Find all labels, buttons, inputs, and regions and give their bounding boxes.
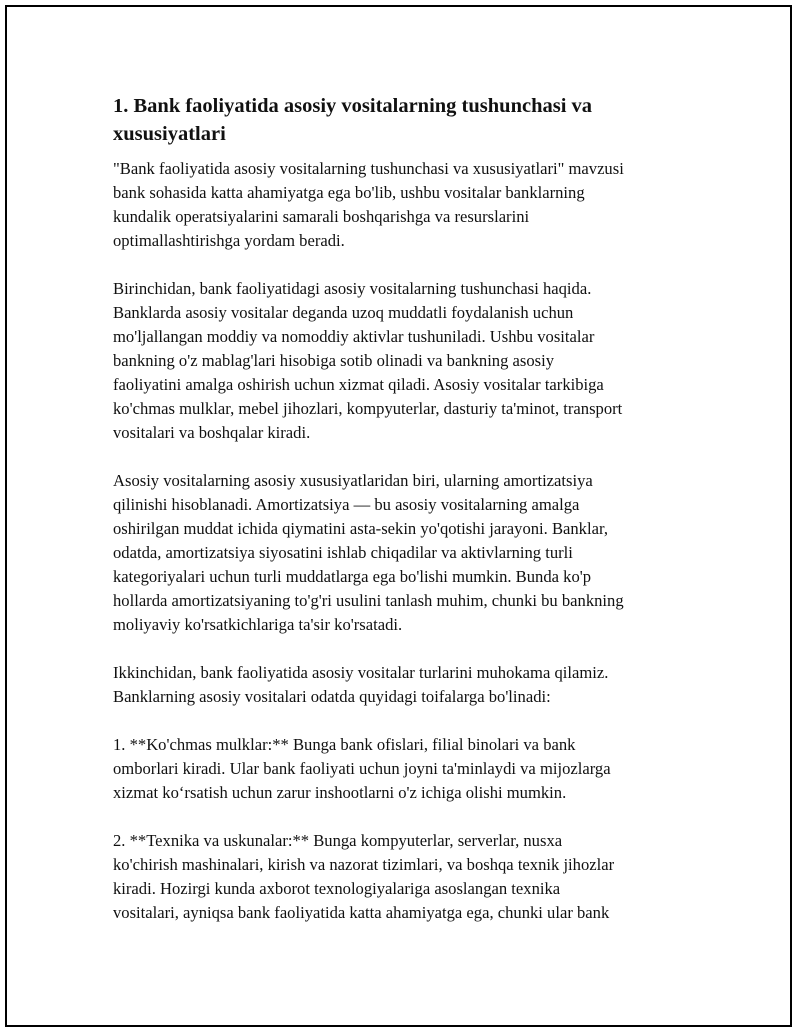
text-line: faoliyatini amalga oshirish uchun xizmat qiladi. Asosiy vositalar tarkibiga [113, 375, 604, 394]
text-line: vositalari va boshqalar kiradi. [113, 423, 311, 442]
text-line: ko'chmas mulklar, mebel jihozlari, kompyuterlar, dasturiy ta'minot, transport [113, 399, 623, 418]
text-line: optimallashtirishga yordam beradi. [113, 231, 345, 250]
text-line: Banklarning asosiy vositalari odatda quyidagi toifalarga bo'linadi: [113, 687, 551, 706]
text-line: Banklarda asosiy vositalar deganda uzoq muddatli foydalanish uchun [113, 303, 574, 322]
text-line: odatda, amortizatsiya siyosatini ishlab chiqadilar va aktivlarning turli [113, 543, 573, 562]
text-line: 1. **Ko'chmas mulklar:** Bunga bank ofislari, filial binolari va bank [113, 735, 576, 754]
text-line: Birinchidan, bank faoliyatidagi asosiy vositalarning tushunchasi haqida. [113, 279, 592, 298]
paragraph-concept [113, 277, 693, 445]
text-line: oshirilgan muddat ichida qiymatini asta-sekin yo'qotishi jarayoni. Banklar, [113, 519, 608, 538]
text-line: mo'ljallangan moddiy va nomoddiy aktivlar tushuniladi. Ushbu vositalar [113, 327, 595, 346]
heading-line: 1. Bank faoliyatida asosiy vositalarning tushunchasi va [113, 95, 593, 117]
text-line: "Bank faoliyatida asosiy vositalarning tushunchasi va xususiyatlari" mavzusi [113, 159, 624, 178]
text-line: 2. **Texnika va uskunalar:** Bunga kompyuterlar, serverlar, nusxa [113, 831, 563, 850]
paragraph-intro [113, 157, 693, 253]
text-line: omborlari kiradi. Ular bank faoliyati uchun joyni ta'minlaydi va mijozlarga [113, 759, 611, 778]
text-line: vositalari, ayniqsa bank faoliyatida katta ahamiyatga ega, chunki ular bank [113, 903, 610, 922]
text-line: moliyaviy ko'rsatkichlariga ta'sir ko'rsatadi. [113, 615, 403, 634]
text-line: xizmat ko‘rsatish uchun zarur inshootlarni o'z ichiga olishi mumkin. [113, 783, 567, 802]
text-line: bankning o'z mablag'lari hisobiga sotib olinadi va bankning asosiy [113, 351, 555, 370]
section-heading [113, 92, 693, 148]
document-body [113, 92, 693, 949]
list-item-real-estate [113, 733, 693, 805]
text-line: ko'chirish mashinalari, kirish va nazorat tizimlari, va boshqa texnik jihozlar [113, 855, 615, 874]
text-line: bank sohasida katta ahamiyatga ega bo'lib, ushbu vositalar banklarning [113, 183, 585, 202]
text-line: Ikkinchidan, bank faoliyatida asosiy vositalar turlarini muhokama qilamiz. [113, 663, 609, 682]
text-line: kategoriyalari uchun turli muddatlarga ega bo'lishi mumkin. Bunda ko'p [113, 567, 592, 586]
list-item-equipment [113, 829, 693, 925]
paragraph-amortization [113, 469, 693, 637]
text-line: kiradi. Hozirgi kunda axborot texnologiyalariga asoslangan texnika [113, 879, 561, 898]
heading-line: xususiyatlari [113, 123, 226, 145]
paragraph-types [113, 661, 693, 709]
text-line: kundalik operatsiyalarini samarali boshqarishga va resurslarini [113, 207, 530, 226]
text-line: qilinishi hisoblanadi. Amortizatsiya — bu asosiy vositalarning amalga [113, 495, 580, 514]
text-line: hollarda amortizatsiyaning to'g'ri usulini tanlash muhim, chunki bu bankning [113, 591, 624, 610]
text-line: Asosiy vositalarning asosiy xususiyatlaridan biri, ularning amortizatsiya [113, 471, 593, 490]
